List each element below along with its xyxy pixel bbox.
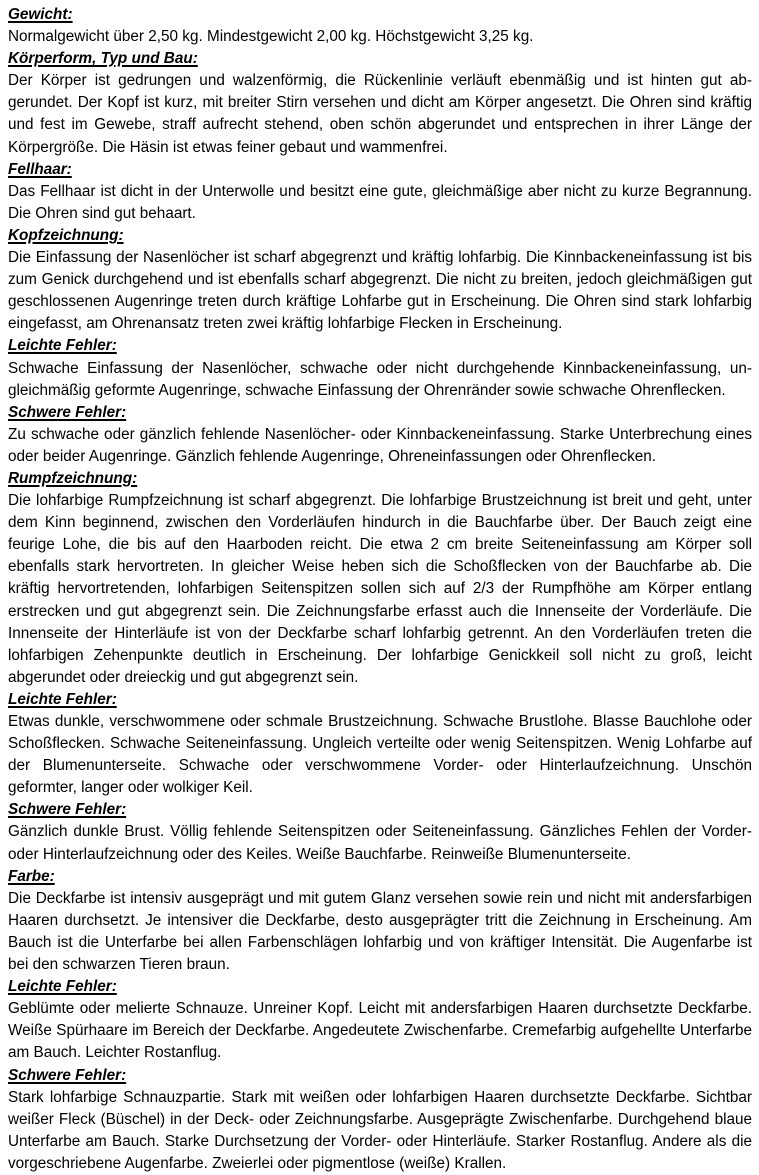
section-text: Die Einfassung der Nasenlöcher ist scharf abgegrenzt und kräftig lohfarbig. Die Kinnbackeneinfassung ist bis zum Genick durchgehend und ist ebenfalls scharf abgegrenzt. Die nicht zu breiten, jedoch gleichmäßigen gut geschlossenen Augenringe treten durch kräftige Lohfarbe gut in Erscheinung. Die Ohren sind stark lohfarbig eingefasst, am Ohrenansatz treten zwei kräftig lohfarbige Flecken in Erscheinung. — [8, 249, 752, 333]
section-text: Normalgewicht über 2,50 kg. Mindestgewicht 2,00 kg. Höchstgewicht 3,25 kg. — [8, 28, 534, 46]
section-rumpfzeichnung — [8, 468, 752, 689]
section-text: Der Körper ist gedrungen und walzenförmig, die Rückenlinie verläuft ebenmäßig und ist hinten gut abgerundet. Der Kopf ist kurz, mit breiter Stirn versehen und dicht am Körper angesetzt. Die Ohren sind kräftig und fest im Gewebe, straff aufrecht stehend, oben schön abgerundet und entsprechen in ihrer Länge der Körpergröße. Die Häsin ist etwas feiner gebaut und wammenfrei. — [8, 72, 752, 156]
section-text: Etwas dunkle, verschwommene oder schmale Brustzeichnung. Schwache Brustlohe. Blasse Bauchlohe oder Schoßflecken. Schwache Seiteneinfassung. Ungleich verteilte oder wenig Seitenspitzen. Wenig Lohfarbe auf der Blumenunterseite. Schwache oder verschwommene Vorder- oder Hinterlaufzeichnung. Unschön geformter, langer oder wolkiger Keil. — [8, 713, 752, 797]
section-heading: Schwere Fehler: — [8, 801, 127, 819]
section-text: Die lohfarbige Rumpfzeichnung ist scharf abgegrenzt. Die lohfarbige Brustzeichnung ist breit und geht, unter dem Kinn beginnend, zwischen den Vorderläufen hindurch in die Bauchfarbe über. Der Bauch zeigt eine feurige Lohe, die bis auf den Haarboden reicht. Die etwa 2 cm breite Seiteneinfassung am Körper soll ebenfalls stark hervortreten. In gleicher Weise heben sich die Schoßflecken von der Bauchfarbe ab. Die kräftig hervortretenden, lohfarbigen Seitenspitzen sollen sich auf 2/3 der Rumpfhöhe am Körper entlang erstrecken und gut abgegrenzt sein. Die Zeichnungsfarbe erfasst auch die Innenseite der Vorderläufe. Die Innenseite der Hinterläufe ist von der Deckfarbe scharf lohfarbig getrennt. An den Vorderläufen treten die lohfarbigen Zehenpunkte deutlich in Erscheinung. Der lohfarbige Genickkeil soll nicht zu groß, leicht abgerundet oder dreieckig und gut abgegrenzt sein. — [8, 492, 752, 686]
section-text: Das Fellhaar ist dicht in der Unterwolle und besitzt eine gute, gleichmäßige aber nicht zu kurze Begrannung. Die Ohren sind gut behaart. — [8, 182, 752, 222]
section-heading: Leichte Fehler: — [8, 337, 117, 355]
section-heading: Schwere Fehler: — [8, 403, 127, 421]
section-farbe-schwere-fehler — [8, 1065, 752, 1175]
section-heading: Farbe: — [8, 867, 55, 885]
section-rumpf-schwere-fehler — [8, 799, 752, 865]
section-fellhaar — [8, 159, 752, 225]
section-koerperform — [8, 48, 752, 158]
section-text: Stark lohfarbige Schnauzpartie. Stark mit weißen oder lohfarbigen Haaren durchsetzte Deckfarbe. Sichtbar weißer Fleck (Büschel) in der Deck- oder Zeichnungsfarbe. Ausgeprägte Zwischenfarbe. Durchgehend blaue Unterfarbe am Bauch. Starke Durchsetzung der Vorder- oder Hinterläufe. Starker Rostanflug. Andere als die vorgeschriebene Augenfarbe. Zweierlei oder pigmentlose (weiße) Krallen. — [8, 1088, 752, 1172]
section-kopfzeichnung — [8, 225, 752, 335]
section-kopf-schwere-fehler — [8, 402, 752, 468]
section-farbe — [8, 866, 752, 976]
section-heading: Körperform, Typ und Bau: — [8, 50, 198, 68]
standard-document — [8, 4, 752, 1175]
section-heading: Fellhaar: — [8, 160, 72, 178]
section-heading: Leichte Fehler: — [8, 690, 117, 708]
section-farbe-leichte-fehler — [8, 976, 752, 1064]
section-rumpf-leichte-fehler — [8, 689, 752, 799]
section-heading: Leichte Fehler: — [8, 978, 117, 996]
section-heading: Schwere Fehler: — [8, 1066, 127, 1084]
section-text: Geblümte oder melierte Schnauze. Unreiner Kopf. Leicht mit andersfarbigen Haaren durchsetzte Deckfarbe. Weiße Spürhaare im Bereich der Deckfarbe. Angedeutete Zwischenfarbe. Cremefarbig aufgehellte Unterfarbe am Bauch. Leichter Rostanflug. — [8, 1000, 752, 1062]
section-text: Zu schwache oder gänzlich fehlende Nasenlöcher- oder Kinnbackeneinfassung. Starke Unterbrechung eines oder beider Augenringe. Gänzlich fehlende Augenringe, Ohreneinfassungen oder Ohrenflecken. — [8, 425, 752, 465]
section-heading: Rumpfzeichnung: — [8, 469, 138, 487]
section-text: Die Deckfarbe ist intensiv ausgeprägt und mit gutem Glanz versehen sowie rein und nicht mit andersfarbigen Haaren durchsetzt. Je intensiver die Deckfarbe, desto ausgeprägter tritt die Zeichnung in Erscheinung. Am Bauch ist die Unterfarbe bei allen Farbenschlägen lohfarbig und von kräftiger Intensität. Die Augenfarbe ist bei den schwarzen Tieren braun. — [8, 889, 752, 974]
section-text: Gänzlich dunkle Brust. Völlig fehlende Seitenspitzen oder Seiteneinfassung. Gänzliches Fehlen der Vorder- oder Hinterlaufzeichnung oder des Keiles. Weiße Bauchfarbe. Reinweiße Blumenunterseite. — [8, 823, 752, 863]
section-kopf-leichte-fehler — [8, 335, 752, 401]
section-heading: Gewicht: — [8, 6, 73, 23]
section-heading: Kopfzeichnung: — [8, 226, 124, 244]
section-text: Schwache Einfassung der Nasenlöcher, schwache oder nicht durchgehende Kinnbackeneinfassung, ungleichmäßig geformte Augenringe, schwache Einfassung der Ohrenränder sowie schwache Ohrenflecken. — [8, 359, 752, 399]
section-gewicht — [8, 4, 752, 48]
